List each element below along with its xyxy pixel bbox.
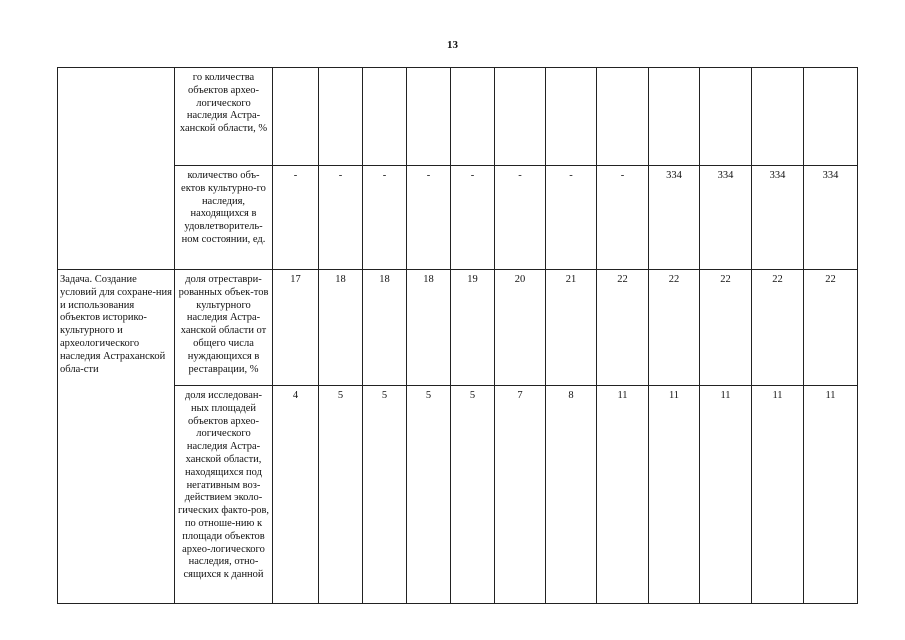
- value-cell: 11: [597, 386, 649, 604]
- value-cell: 22: [700, 270, 752, 386]
- value-cell: 19: [451, 270, 495, 386]
- value-cell: [319, 68, 363, 166]
- indicator-cell: го количества объектов архео-логического наследия Астра-ханской области, %: [175, 68, 273, 166]
- value-cell: 22: [804, 270, 858, 386]
- value-cell: [597, 68, 649, 166]
- value-cell: [363, 68, 407, 166]
- value-cell: 4: [273, 386, 319, 604]
- value-cell: 334: [649, 166, 700, 270]
- value-cell: [700, 68, 752, 166]
- table-row: [58, 270, 858, 386]
- value-cell: -: [363, 166, 407, 270]
- indicator-cell: количество объ-ектов культурно-го наследия, находящихся в удовлетворитель-ном состоянии, ед.: [175, 166, 273, 270]
- value-cell: [752, 68, 804, 166]
- value-cell: 18: [319, 270, 363, 386]
- table-row: [58, 166, 858, 270]
- value-cell: 18: [363, 270, 407, 386]
- value-cell: [407, 68, 451, 166]
- indicator-cell: доля исследован-ных площадей объектов архео-логического наследия Астра-ханской области, находящихся под негативным воз-действием эколо-гических факто-ров, по отноше-нию к площади объектов архео-логического наследия, отно-сящихся к данной: [175, 386, 273, 604]
- value-cell: [495, 68, 546, 166]
- value-cell: 22: [752, 270, 804, 386]
- value-cell: -: [407, 166, 451, 270]
- value-cell: 17: [273, 270, 319, 386]
- value-cell: [451, 68, 495, 166]
- indicators-table: [57, 67, 858, 604]
- task-cell: Задача. Создание условий для сохране-ния и использования объектов историко-культурного и археологического наследия Астраханской обла-сти: [58, 270, 175, 604]
- value-cell: 334: [752, 166, 804, 270]
- value-cell: -: [495, 166, 546, 270]
- value-cell: 11: [700, 386, 752, 604]
- value-cell: 7: [495, 386, 546, 604]
- value-cell: 334: [700, 166, 752, 270]
- value-cell: -: [273, 166, 319, 270]
- value-cell: 5: [407, 386, 451, 604]
- value-cell: 22: [649, 270, 700, 386]
- value-cell: -: [451, 166, 495, 270]
- value-cell: 21: [546, 270, 597, 386]
- value-cell: -: [319, 166, 363, 270]
- value-cell: 5: [319, 386, 363, 604]
- value-cell: -: [546, 166, 597, 270]
- page-number: 13: [447, 39, 458, 51]
- value-cell: 5: [363, 386, 407, 604]
- value-cell: 20: [495, 270, 546, 386]
- value-cell: 5: [451, 386, 495, 604]
- value-cell: 8: [546, 386, 597, 604]
- table-row: [58, 386, 858, 604]
- value-cell: 11: [649, 386, 700, 604]
- indicator-cell: доля отреставри-рованных объек-тов культурного наследия Астра-ханской области от общего числа нуждающихся в реставрации, %: [175, 270, 273, 386]
- value-cell: 11: [804, 386, 858, 604]
- value-cell: [546, 68, 597, 166]
- value-cell: [649, 68, 700, 166]
- value-cell: [273, 68, 319, 166]
- task-cell: [58, 68, 175, 270]
- value-cell: 18: [407, 270, 451, 386]
- value-cell: [804, 68, 858, 166]
- value-cell: 22: [597, 270, 649, 386]
- value-cell: 11: [752, 386, 804, 604]
- table-row: [58, 68, 858, 166]
- value-cell: -: [597, 166, 649, 270]
- value-cell: 334: [804, 166, 858, 270]
